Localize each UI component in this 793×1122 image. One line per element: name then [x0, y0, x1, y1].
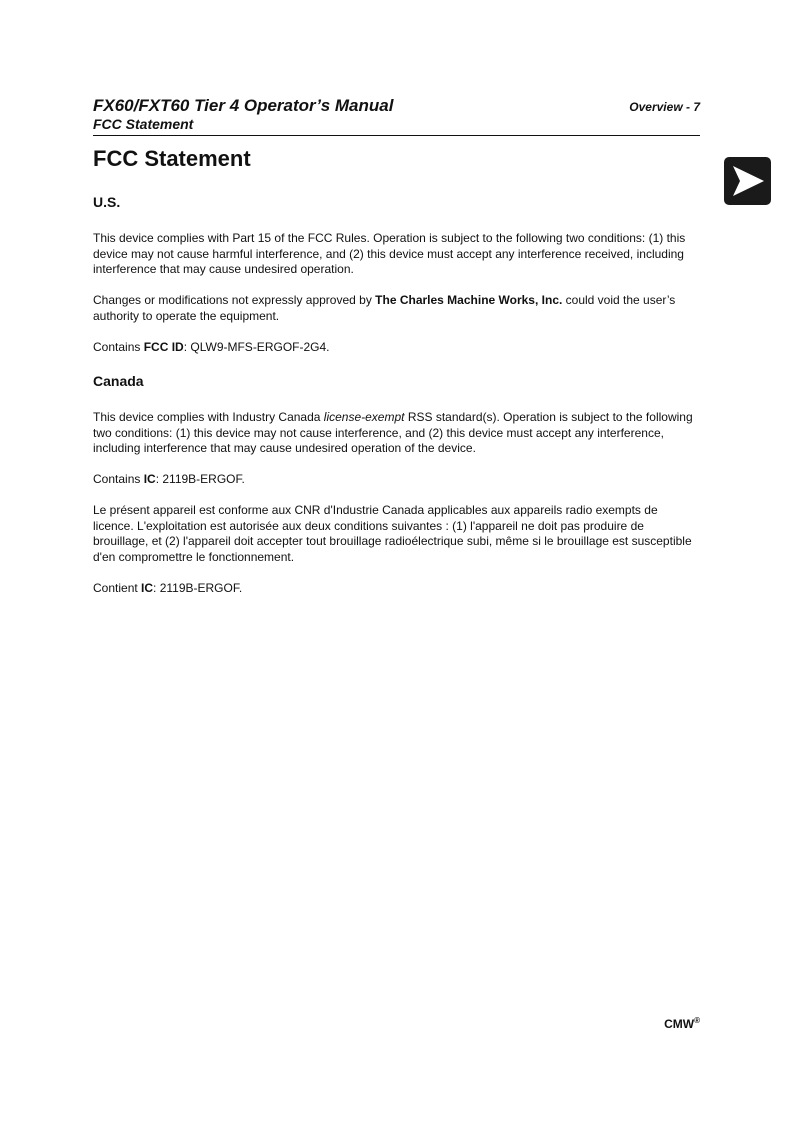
- canada-paragraph-compliance: [93, 410, 701, 457]
- us-paragraph-modifications: [93, 293, 701, 324]
- fcc-id-value: : QLW9-MFS-ERGOF-2G4.: [183, 340, 330, 354]
- license-exempt-term: license-exempt: [323, 410, 405, 424]
- page-header: [93, 96, 700, 136]
- canada-compliance-start: This device complies with Industry Canada: [93, 410, 324, 424]
- manual-title: FX60/FXT60 Tier 4 Operator’s Manual: [93, 96, 394, 115]
- ic-fr-value: : 2119B-ERGOF.: [153, 581, 243, 595]
- fcc-id-prefix: Contains: [93, 340, 144, 354]
- company-name: The Charles Machine Works, Inc.: [375, 293, 563, 307]
- canada-heading: Canada: [93, 373, 144, 389]
- registered-mark: ®: [694, 1016, 700, 1025]
- ic-fr-label: IC: [141, 581, 154, 595]
- ic-line: [93, 472, 701, 488]
- ic-french-line: [93, 581, 701, 597]
- ic-prefix: Contains: [93, 472, 144, 486]
- ic-value: : 2119B-ERGOF.: [155, 472, 245, 486]
- modifications-text-end: could void the user’s authority to operate the equipment.: [93, 293, 676, 323]
- ic-label: IC: [143, 472, 156, 486]
- us-heading: U.S.: [93, 194, 121, 210]
- fcc-id-label: FCC ID: [143, 340, 184, 354]
- right-arrow-icon: [724, 157, 771, 205]
- us-paragraph-compliance: This device complies with Part 15 of the FCC Rules. Operation is subject to the following two conditions: (1) this device may not cause harmful interference, and (2) this device must accept any interference received, including interference that may cause undesired operation.: [93, 231, 686, 276]
- brand-name: CMW: [664, 1017, 695, 1031]
- section-subtitle: FCC Statement: [93, 116, 194, 132]
- modifications-text-start: Changes or modifications not expressly approved by: [93, 293, 376, 307]
- next-page-tab[interactable]: [724, 157, 771, 205]
- french-paragraph: Le présent appareil est conforme aux CNR d'Industrie Canada applicables aux appareils radio exempts de licence. L'exploitation est autorisée aux deux conditions suivantes : (1) l'appareil ne doit pas produire de brouillage, et (2) l'appareil doit accepter tout brouillage radioélectrique subi, même si le brouillage est susceptible d'en compromettre le fonctionnement.: [93, 503, 692, 564]
- footer-brand: [664, 1016, 700, 1031]
- page-reference: Overview - 7: [629, 100, 700, 114]
- canada-compliance-end: RSS standard(s). Operation is subject to the following two conditions: (1) this device may not cause interference, and (2) this device must accept any interference, including interference that may cause undesired operation of the device.: [93, 410, 693, 455]
- ic-fr-prefix: Contient: [93, 581, 142, 595]
- page-title: FCC Statement: [93, 146, 251, 171]
- fcc-id-line: [93, 340, 701, 356]
